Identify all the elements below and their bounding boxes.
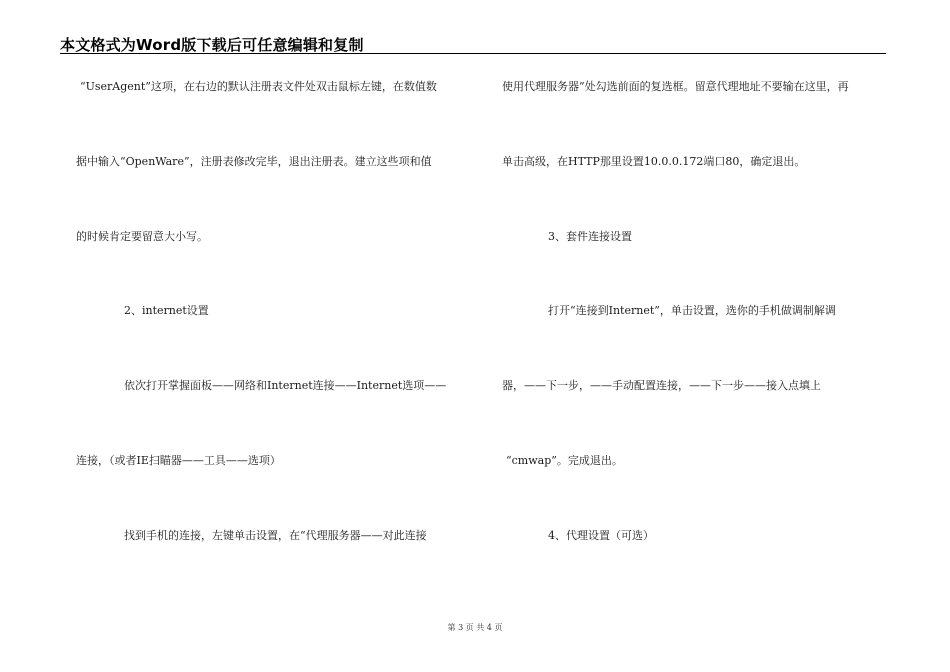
body-line: 器，——下一步，——手动配置连接，——下一步——接入点填上 [502, 379, 821, 392]
left-text-column [76, 0, 466, 640]
section-heading: 4、代理设置（可选） [548, 529, 654, 542]
body-line: 单击高级，在HTTP那里设置10.0.0.172端口80，确定退出。 [502, 155, 806, 168]
body-line: 依次打开掌握面板——网络和Internet连接——Internet选项—— [124, 379, 447, 392]
body-line: 据中输入“OpenWare”，注册表修改完毕，退出注册表。建立这些项和值 [76, 155, 432, 168]
page-number: 第 3 页 共 4 页 [447, 623, 503, 632]
body-line: 连接，（或者IE扫瞄器——工具——选项） [76, 454, 281, 467]
body-line: “cmwap”。完成退出。 [506, 454, 623, 467]
section-heading: 3、套件连接设置 [548, 230, 632, 243]
page-header-title: 本文格式为Word版下载后可任意编辑和复制 [60, 36, 364, 54]
right-text-column [502, 0, 892, 640]
body-line: “UserAgent”这项，在右边的默认注册表文件处双击鼠标左键，在数值数 [80, 80, 437, 93]
body-line: 使用代理服务器”处勾选前面的复选框。留意代理地址不要输在这里，再 [502, 80, 849, 93]
body-line: 找到手机的连接，左键单击设置，在“代理服务器——对此连接 [124, 529, 427, 542]
section-heading: 2、internet设置 [124, 304, 209, 317]
body-line: 打开“连接到Internet”，单击设置，选你的手机做调制解调 [548, 304, 836, 317]
body-line: 的时候肯定要留意大小写。 [76, 230, 208, 243]
